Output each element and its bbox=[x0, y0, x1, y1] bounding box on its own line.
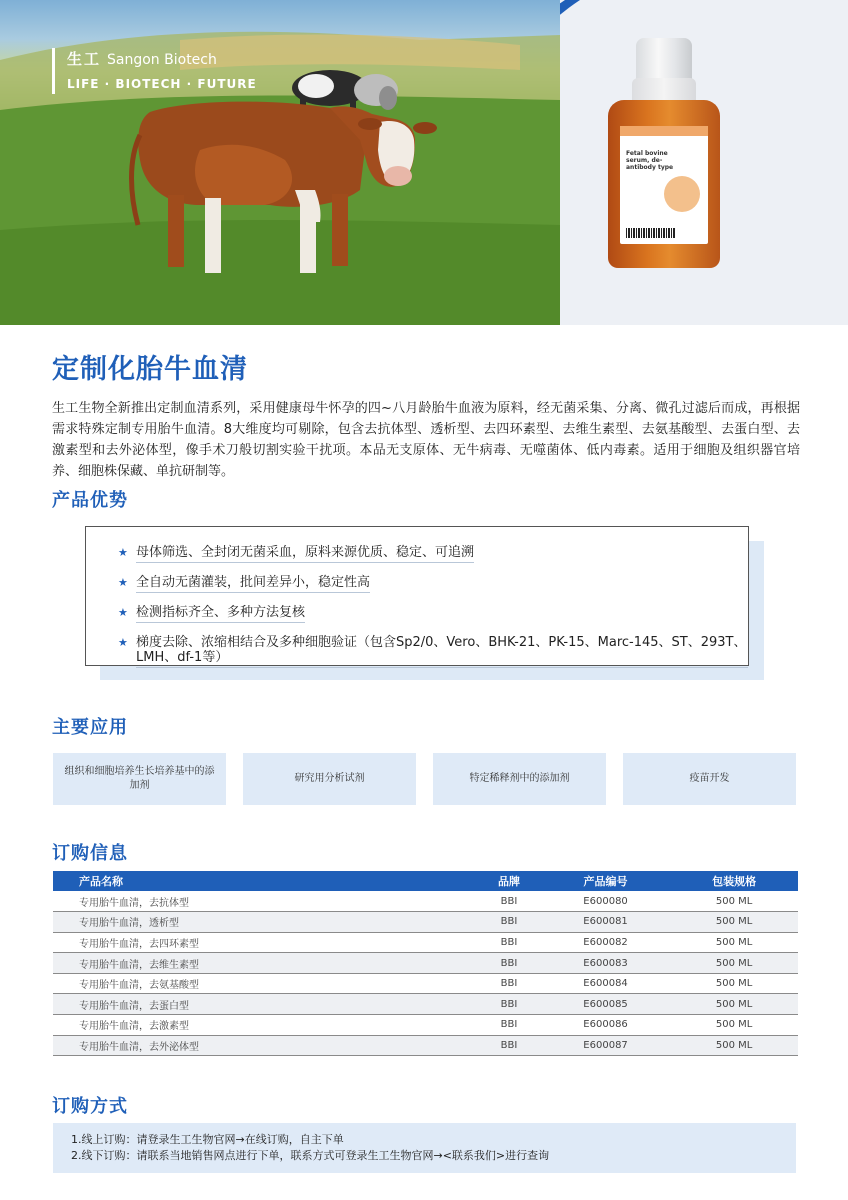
page-title: 定制化胎牛血清 bbox=[52, 354, 248, 385]
table-row bbox=[53, 1035, 798, 1056]
applications-list bbox=[53, 753, 796, 805]
bottle-cap bbox=[636, 38, 692, 82]
bottle-label-graphic bbox=[664, 176, 700, 212]
header-product-name: 产品名称 bbox=[53, 871, 477, 891]
table-header-row bbox=[53, 871, 798, 891]
star-icon: ★ bbox=[118, 636, 128, 649]
application-card: 研究用分析试剂 bbox=[243, 753, 416, 805]
header-brand: 品牌 bbox=[477, 871, 541, 891]
applications-title: 主要应用 bbox=[52, 717, 128, 738]
cell-product-name: 专用胎牛血清，去维生素型 bbox=[53, 953, 477, 974]
order-table bbox=[53, 871, 798, 1056]
cell-package-size: 500 ML bbox=[670, 1015, 798, 1036]
main-cow bbox=[132, 102, 438, 273]
bottle-label-band bbox=[620, 126, 708, 136]
cell-brand: BBI bbox=[477, 932, 541, 953]
header-product-code: 产品编号 bbox=[541, 871, 670, 891]
cell-product-name: 专用胎牛血清，透析型 bbox=[53, 912, 477, 933]
cell-brand: BBI bbox=[477, 1015, 541, 1036]
order-info-title: 订购信息 bbox=[52, 843, 128, 864]
star-icon: ★ bbox=[118, 546, 128, 559]
application-card: 组织和细胞培养生长培养基中的添加剂 bbox=[53, 753, 226, 805]
cell-package-size: 500 ML bbox=[670, 891, 798, 912]
advantages-box bbox=[85, 526, 749, 666]
advantage-item: ★ 母体筛选、全封闭无菌采血，原料来源优质、稳定、可追溯 bbox=[118, 545, 474, 563]
cell-product-name: 专用胎牛血清，去氨基酸型 bbox=[53, 973, 477, 994]
cell-product-name: 专用胎牛血清，去抗体型 bbox=[53, 891, 477, 912]
application-card: 疫苗开发 bbox=[623, 753, 796, 805]
cell-package-size: 500 ML bbox=[670, 973, 798, 994]
serum-bottle-image bbox=[608, 38, 720, 268]
table-row bbox=[53, 953, 798, 974]
star-icon: ★ bbox=[118, 576, 128, 589]
advantage-item: ★ 检测指标齐全、多种方法复核 bbox=[118, 605, 305, 623]
star-icon: ★ bbox=[118, 606, 128, 619]
intro-paragraph: 生工生物全新推出定制血清系列，采用健康母牛怀孕的四~八月龄胎牛血液为原料，经无菌采集、分离、微孔过滤后而成，再根据需求特殊定制专用胎牛血清。8大维度均可剔除，包含去抗体型、透析型、去四环素型、去维生素型、去氨基酸型、去蛋白型、去激素型和去外泌体型，像手术刀般切割实验干扰项。本品无支原体、无牛病毒、无噬菌体、低内毒素。适用于细胞及组织器官培养、细胞株保藏、单抗研制等。 bbox=[52, 401, 800, 479]
advantages-title: 产品优势 bbox=[52, 490, 128, 511]
cell-product-name: 专用胎牛血清，去四环素型 bbox=[53, 932, 477, 953]
brand-name-cn: 生工 bbox=[67, 50, 102, 68]
cell-product-code: E600083 bbox=[541, 953, 670, 974]
brand-name-en: Sangon Biotech bbox=[107, 52, 217, 68]
cell-brand: BBI bbox=[477, 1035, 541, 1056]
table-row bbox=[53, 891, 798, 912]
cell-product-code: E600082 bbox=[541, 932, 670, 953]
advantage-item: ★ 全自动无菌灌装，批间差异小，稳定性高 bbox=[118, 575, 370, 593]
application-card: 特定稀释剂中的添加剂 bbox=[433, 753, 606, 805]
cell-brand: BBI bbox=[477, 953, 541, 974]
cell-product-name: 专用胎牛血清，去蛋白型 bbox=[53, 994, 477, 1015]
advantages-list bbox=[86, 527, 748, 668]
cell-product-code: E600086 bbox=[541, 1015, 670, 1036]
order-method-online: 1.线上订购：请登录生工生物官网→在线订购，自主下单 bbox=[71, 1133, 344, 1146]
bottle-barcode bbox=[626, 228, 676, 238]
advantage-item: ★ 梯度去除、浓缩相结合及多种细胞验证（包含Sp2/0、Vero、BHK-21、PK-15、Marc-145、ST、293T、LMH、df-1等） bbox=[118, 635, 748, 668]
cell-brand: BBI bbox=[477, 891, 541, 912]
table-row bbox=[53, 973, 798, 994]
cell-package-size: 500 ML bbox=[670, 932, 798, 953]
table-row bbox=[53, 994, 798, 1015]
bottle-label-text: Fetal bovine serum, de-antibody type bbox=[626, 150, 674, 171]
cell-brand: BBI bbox=[477, 912, 541, 933]
brand-tagline: LIFE · BIOTECH · FUTURE bbox=[67, 77, 257, 91]
table-row bbox=[53, 912, 798, 933]
cell-product-code: E600081 bbox=[541, 912, 670, 933]
cell-brand: BBI bbox=[477, 973, 541, 994]
header-package-size: 包装规格 bbox=[670, 871, 798, 891]
cell-package-size: 500 ML bbox=[670, 912, 798, 933]
cell-product-name: 专用胎牛血清，去外泌体型 bbox=[53, 1035, 477, 1056]
cell-product-name: 专用胎牛血清，去激素型 bbox=[53, 1015, 477, 1036]
table-row bbox=[53, 1015, 798, 1036]
cell-product-code: E600080 bbox=[541, 891, 670, 912]
cell-brand: BBI bbox=[477, 994, 541, 1015]
order-method-offline: 2.线下订购：请联系当地销售网点进行下单，联系方式可登录生工生物官网→<联系我们>进行查询 bbox=[71, 1149, 550, 1162]
brand-logo bbox=[52, 48, 257, 94]
order-methods-title: 订购方式 bbox=[52, 1096, 128, 1117]
cell-package-size: 500 ML bbox=[670, 953, 798, 974]
cell-product-code: E600087 bbox=[541, 1035, 670, 1056]
table-row bbox=[53, 932, 798, 953]
cell-package-size: 500 ML bbox=[670, 1035, 798, 1056]
hero-banner bbox=[0, 0, 848, 325]
order-methods-box bbox=[53, 1123, 796, 1173]
background-cows bbox=[292, 70, 398, 110]
cell-product-code: E600084 bbox=[541, 973, 670, 994]
cell-product-code: E600085 bbox=[541, 994, 670, 1015]
cell-package-size: 500 ML bbox=[670, 994, 798, 1015]
